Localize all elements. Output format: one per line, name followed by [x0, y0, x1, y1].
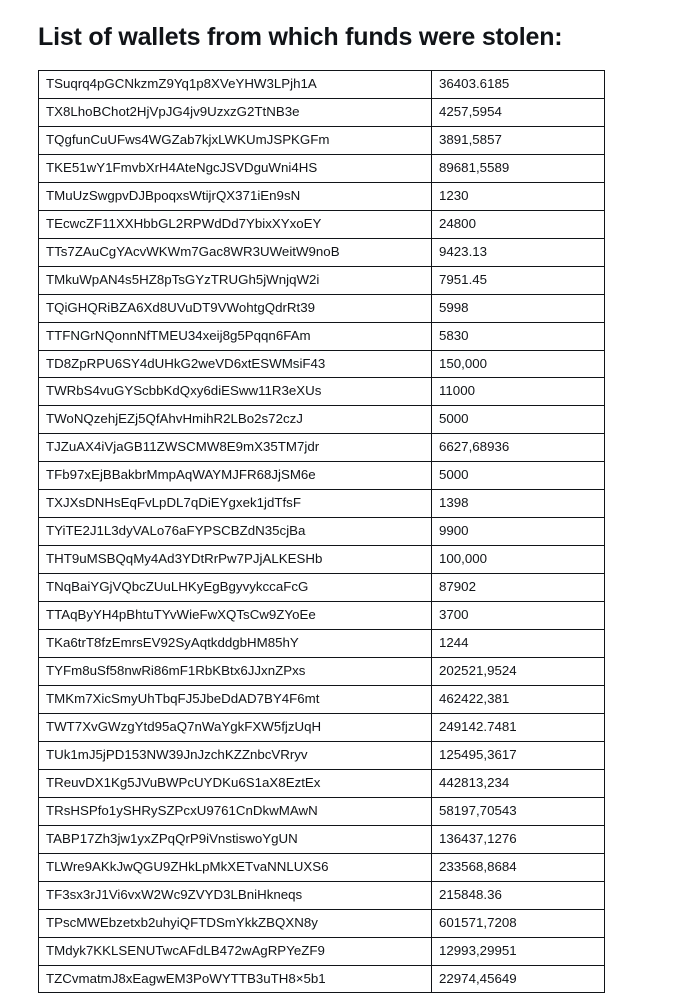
wallet-address-cell: TZCvmatmJ8xEagwEM3PoWYTTB3uTH8×5b1 [39, 965, 432, 993]
wallet-address-cell: TUk1mJ5jPD153NW39JnJzchKZZnbcVRryv [39, 741, 432, 769]
table-row [39, 685, 605, 713]
table-row [39, 462, 605, 490]
wallet-address-cell: TRsHSPfo1ySHRySZPcxU9761CnDkwMAwN [39, 797, 432, 825]
wallet-address-cell: TTFNGrNQonnNfTMEU34xeij8g5Pqqn6FAm [39, 322, 432, 350]
amount-cell: 6627,68936 [432, 434, 605, 462]
table-row [39, 322, 605, 350]
wallet-address-cell: TReuvDX1Kg5JVuBWPcUYDKu6S1aX8EztEx [39, 769, 432, 797]
wallet-address-cell: THT9uMSBQqMy4Ad3YDtRrPw7PJjALKESHb [39, 546, 432, 574]
wallet-address-cell: TMkuWpAN4s5HZ8pTsGYzTRUGh5jWnjqW2i [39, 266, 432, 294]
amount-cell: 100,000 [432, 546, 605, 574]
amount-cell: 1244 [432, 630, 605, 658]
amount-cell: 9423.13 [432, 238, 605, 266]
amount-cell: 24800 [432, 210, 605, 238]
amount-cell: 442813,234 [432, 769, 605, 797]
table-row [39, 98, 605, 126]
amount-cell: 249142.7481 [432, 713, 605, 741]
table-row [39, 546, 605, 574]
amount-cell: 36403.6185 [432, 71, 605, 99]
amount-cell: 150,000 [432, 350, 605, 378]
wallet-address-cell: TWRbS4vuGYScbbKdQxy6diESww11R3eXUs [39, 378, 432, 406]
page-title: List of wallets from which funds were stolen: [38, 23, 563, 51]
table-row [39, 378, 605, 406]
table-row [39, 630, 605, 658]
wallet-table [38, 70, 605, 993]
amount-cell: 202521,9524 [432, 658, 605, 686]
amount-cell: 233568,8684 [432, 853, 605, 881]
table-row [39, 490, 605, 518]
table-row [39, 126, 605, 154]
table-row [39, 518, 605, 546]
table-row [39, 769, 605, 797]
amount-cell: 5830 [432, 322, 605, 350]
wallet-address-cell: TNqBaiYGjVQbcZUuLHKyEgBgyvykccaFcG [39, 574, 432, 602]
wallet-address-cell: TKE51wY1FmvbXrH4AteNgcJSVDguWni4HS [39, 154, 432, 182]
wallet-address-cell: TTAqByYH4pBhtuTYvWieFwXQTsCw9ZYoEe [39, 602, 432, 630]
table-row [39, 154, 605, 182]
wallet-address-cell: TSuqrq4pGCNkzmZ9Yq1p8XVeYHW3LPjh1A [39, 71, 432, 99]
table-row [39, 434, 605, 462]
table-row [39, 937, 605, 965]
wallet-address-cell: TYFm8uSf58nwRi86mF1RbKBtx6JJxnZPxs [39, 658, 432, 686]
amount-cell: 3891,5857 [432, 126, 605, 154]
wallet-address-cell: TABP17Zh3jw1yxZPqQrP9iVnstiswoYgUN [39, 825, 432, 853]
wallet-address-cell: TLWre9AKkJwQGU9ZHkLpMkXETvaNNLUXS6 [39, 853, 432, 881]
wallet-address-cell: TPscMWEbzetxb2uhyiQFTDSmYkkZBQXN8y [39, 909, 432, 937]
wallet-address-cell: TMKm7XicSmyUhTbqFJ5JbeDdAD7BY4F6mt [39, 685, 432, 713]
wallet-address-cell: TKa6trT8fzEmrsEV92SyAqtkddgbHM85hY [39, 630, 432, 658]
wallet-address-cell: TEcwcZF11XXHbbGL2RPWdDd7YbixXYxoEY [39, 210, 432, 238]
table-row [39, 909, 605, 937]
wallet-address-cell: TMdyk7KKLSENUTwcAFdLB472wAgRPYeZF9 [39, 937, 432, 965]
table-row [39, 266, 605, 294]
table-row [39, 853, 605, 881]
wallet-address-cell: TMuUzSwgpvDJBpoqxsWtijrQX371iEn9sN [39, 182, 432, 210]
wallet-address-cell: TXJXsDNHsEqFvLpDL7qDiEYgxek1jdTfsF [39, 490, 432, 518]
wallet-address-cell: TF3sx3rJ1Vi6vxW2Wc9ZVYD3LBniHkneqs [39, 881, 432, 909]
amount-cell: 89681,5589 [432, 154, 605, 182]
amount-cell: 3700 [432, 602, 605, 630]
wallet-address-cell: TYiTE2J1L3dyVALo76aFYPSCBZdN35cjBa [39, 518, 432, 546]
amount-cell: 87902 [432, 574, 605, 602]
amount-cell: 5000 [432, 462, 605, 490]
table-row [39, 294, 605, 322]
amount-cell: 11000 [432, 378, 605, 406]
wallet-address-cell: TWoNQzehjEZj5QfAhvHmihR2LBo2s72czJ [39, 406, 432, 434]
wallet-address-cell: TWT7XvGWzgYtd95aQ7nWaYgkFXW5fjzUqH [39, 713, 432, 741]
wallet-table-body [39, 71, 605, 993]
table-row [39, 406, 605, 434]
wallet-address-cell: TX8LhoBChot2HjVpJG4jv9UzxzG2TtNB3e [39, 98, 432, 126]
wallet-address-cell: TQgfunCuUFws4WGZab7kjxLWKUmJSPKGFm [39, 126, 432, 154]
table-row [39, 797, 605, 825]
table-row [39, 658, 605, 686]
table-row [39, 574, 605, 602]
wallet-address-cell: TQiGHQRiBZA6Xd8UVuDT9VWohtgQdrRt39 [39, 294, 432, 322]
amount-cell: 7951.45 [432, 266, 605, 294]
wallet-address-cell: TFb97xEjBBakbrMmpAqWAYMJFR68JjSM6e [39, 462, 432, 490]
amount-cell: 125495,3617 [432, 741, 605, 769]
table-row [39, 71, 605, 99]
wallet-address-cell: TJZuAX4iVjaGB11ZWSCMW8E9mX35TM7jdr [39, 434, 432, 462]
table-row [39, 238, 605, 266]
amount-cell: 136437,1276 [432, 825, 605, 853]
amount-cell: 462422,381 [432, 685, 605, 713]
amount-cell: 5000 [432, 406, 605, 434]
amount-cell: 12993,29951 [432, 937, 605, 965]
amount-cell: 1230 [432, 182, 605, 210]
amount-cell: 601571,7208 [432, 909, 605, 937]
table-row [39, 881, 605, 909]
amount-cell: 9900 [432, 518, 605, 546]
table-row [39, 965, 605, 993]
table-row [39, 210, 605, 238]
table-row [39, 713, 605, 741]
wallet-address-cell: TTs7ZAuCgYAcvWKWm7Gac8WR3UWeitW9noB [39, 238, 432, 266]
wallet-table-container [0, 70, 697, 993]
table-row [39, 602, 605, 630]
table-row [39, 825, 605, 853]
table-row [39, 741, 605, 769]
amount-cell: 5998 [432, 294, 605, 322]
wallet-address-cell: TD8ZpRPU6SY4dUHkG2weVD6xtESWMsiF43 [39, 350, 432, 378]
amount-cell: 4257,5954 [432, 98, 605, 126]
amount-cell: 58197,70543 [432, 797, 605, 825]
amount-cell: 22974,45649 [432, 965, 605, 993]
table-row [39, 182, 605, 210]
amount-cell: 215848.36 [432, 881, 605, 909]
table-row [39, 350, 605, 378]
amount-cell: 1398 [432, 490, 605, 518]
